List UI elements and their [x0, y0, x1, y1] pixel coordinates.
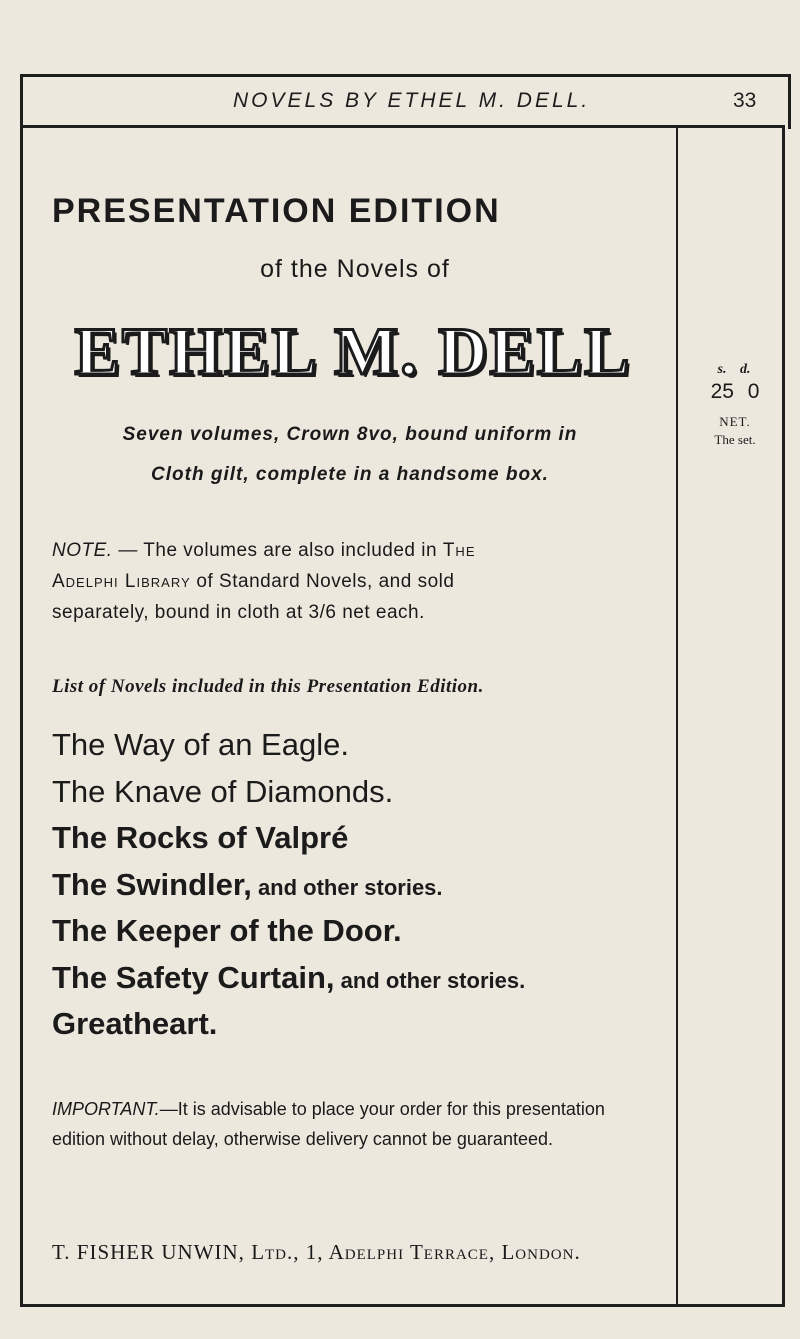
- edition-description: [45, 415, 655, 495]
- novel-list-heading: List of Novels included in this Presentation Edition.: [52, 676, 484, 697]
- price-qualifier: The set.: [714, 432, 756, 447]
- running-header: [20, 74, 791, 129]
- publisher-imprint: [52, 1240, 672, 1265]
- note-line: [52, 535, 662, 566]
- novel-extra: and other stories.: [334, 967, 526, 993]
- author-name: ETHEL M. DELL: [74, 313, 632, 389]
- library-name: Adelphi Library: [52, 571, 191, 592]
- novel-title: The Way of an Eagle.: [52, 727, 349, 762]
- important-notice: [52, 1094, 662, 1154]
- novel-list: [52, 722, 672, 1048]
- header-title: NOVELS BY ETHEL M. DELL.: [233, 89, 591, 112]
- note-text: — The volumes are also included in: [112, 540, 443, 561]
- note-lead: NOTE.: [52, 540, 113, 561]
- publisher-address: Ltd., 1, Adelphi Terrace, London.: [244, 1240, 581, 1264]
- novel-title: The Safety Curtain, and other stories.: [52, 959, 526, 995]
- publisher-name: T. FISHER UNWIN,: [52, 1240, 245, 1264]
- important-lead: IMPORTANT.: [52, 1099, 160, 1119]
- note-line: [52, 566, 662, 597]
- note-the: The: [442, 540, 476, 561]
- description-line: Cloth gilt, complete in a handsome box.: [151, 464, 549, 485]
- price-amount: 25 0: [710, 380, 760, 403]
- novel-title: Greatheart.: [52, 1006, 218, 1041]
- note-text: of Standard Novels, and sold: [190, 571, 455, 592]
- price-column: [677, 125, 785, 1307]
- price-net-label: NET.: [719, 414, 751, 429]
- novel-title: The Rocks of Valpré: [52, 820, 349, 855]
- note-paragraph: [52, 535, 662, 628]
- novel-title: The Keeper of the Door.: [52, 913, 402, 948]
- novel-title: The Knave of Diamonds.: [52, 773, 394, 809]
- edition-heading: PRESENTATION EDITION: [52, 192, 501, 230]
- page-number: 33: [733, 89, 757, 112]
- note-line: separately, bound in cloth at 3/6 net each.: [52, 602, 425, 623]
- price-units: s. d.: [717, 362, 751, 377]
- edition-subheading: of the Novels of: [260, 255, 450, 283]
- novel-title: The Swindler, and other stories.: [52, 866, 443, 902]
- important-text: —It is advisable to place your order for this presentation edition without delay, otherwise delivery cannot be guaranteed.: [52, 1099, 605, 1149]
- description-line: Seven volumes, Crown 8vo, bound uniform in: [122, 424, 578, 445]
- novel-extra: and other stories.: [251, 874, 443, 900]
